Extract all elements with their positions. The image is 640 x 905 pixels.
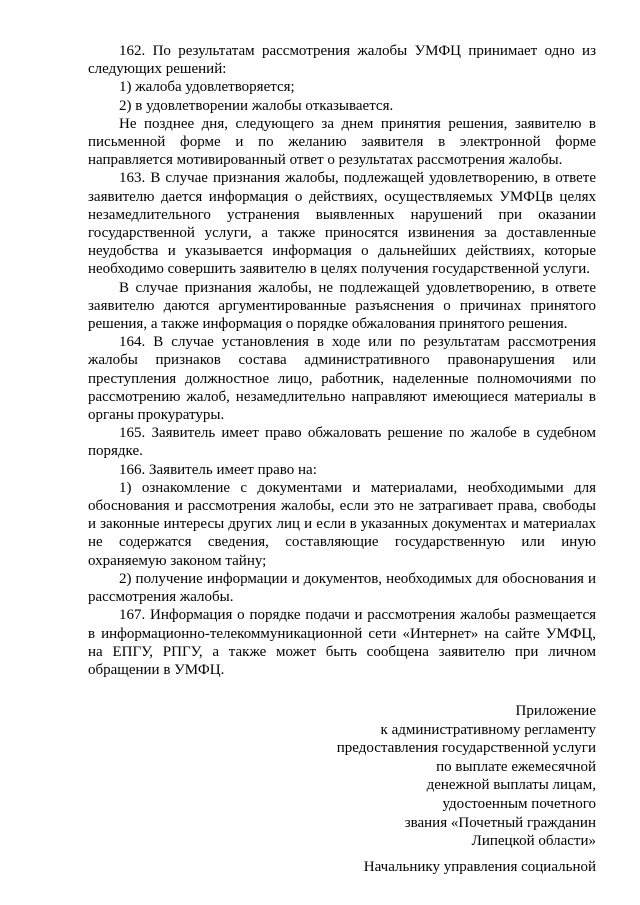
paragraph-162-option-2: 2) в удовлетворении жалобы отказывается. bbox=[119, 97, 394, 114]
appendix-header bbox=[296, 702, 596, 851]
document-body bbox=[88, 42, 596, 679]
paragraph-163: 163. В случае признания жалобы, подлежащей удовлетворению, в ответе заявителю дается информация о действиях, осуществляемых УМФЦв целях незамедлительного устранения выявленных нарушений при оказании государственной услуги, а также приносятся извинения за доставленные неудобства и указывается информация о дальнейших действиях, которые необходимо совершить заявителю в целях получения государственной услуги. bbox=[88, 170, 596, 278]
appendix-line: удостоенным почетного bbox=[442, 795, 596, 812]
appendix-line: Липецкой области» bbox=[471, 833, 596, 850]
appendix-line: предоставления государственной услуги bbox=[336, 740, 596, 757]
appendix-line: по выплате ежемесячной bbox=[436, 758, 596, 775]
appendix-line: денежной выплаты лицам, bbox=[426, 777, 596, 794]
paragraph-162: 162. По результатам рассмотрения жалобы УМФЦ принимает одно из следующих решений: bbox=[88, 43, 596, 78]
paragraph-166-item-2: 2) получение информации и документов, необходимых для обоснования и рассмотрения жалобы. bbox=[88, 570, 596, 606]
paragraph-162-response: Не позднее дня, следующего за днем принятия решения, заявителю в письменной форме и по желанию заявителя в электронной форме направляется мотивированный ответ о результатах рассмотрения жалобы. bbox=[88, 115, 596, 169]
paragraph-167: 167. Информация о порядке подачи и рассмотрения жалобы размещается в информационно-телекоммуникационной сети «Интернет» на сайте УМФЦ, на ЕПГУ, РПГУ, а также может быть сообщена заявителю при личном обращении в УМФЦ. bbox=[88, 607, 596, 678]
paragraph-166: 166. Заявитель имеет право на: bbox=[119, 461, 317, 478]
appendix-line: звания «Почетный гражданин bbox=[404, 814, 596, 831]
paragraph-165: 165. Заявитель имеет право обжаловать решение по жалобе в судебном порядке. bbox=[88, 425, 596, 460]
paragraph-163-rejection: В случае признания жалобы, не подлежащей удовлетворению, в ответе заявителю даются аргументированные разъяснения о причинах принятого решения, а также информация о порядке обжалования принятого решения. bbox=[88, 279, 596, 333]
paragraph-166-item-1: 1) ознакомление с документами и материалами, необходимыми для обоснования и рассмотрения жалобы, если это не затрагивает права, свободы и законные интересы других лиц и если в указанных документах и материалах не содержатся сведения, составляющие государственную или иную охраняемую законом тайну; bbox=[88, 479, 596, 569]
addressee-line: Начальнику управления социальной bbox=[363, 859, 596, 875]
paragraph-164: 164. В случае установления в ходе или по результатам рассмотрения жалобы признаков состава административного правонарушения или преступления должностное лицо, работник, наделенные полномочиями по рассмотрению жалоб, незамедлительно направляют имеющиеся материалы в органы прокуратуры. bbox=[88, 334, 596, 424]
paragraph-162-option-1: 1) жалоба удовлетворяется; bbox=[119, 79, 295, 96]
appendix-line: Приложение bbox=[515, 703, 596, 719]
appendix-line: к административному регламенту bbox=[380, 721, 596, 738]
